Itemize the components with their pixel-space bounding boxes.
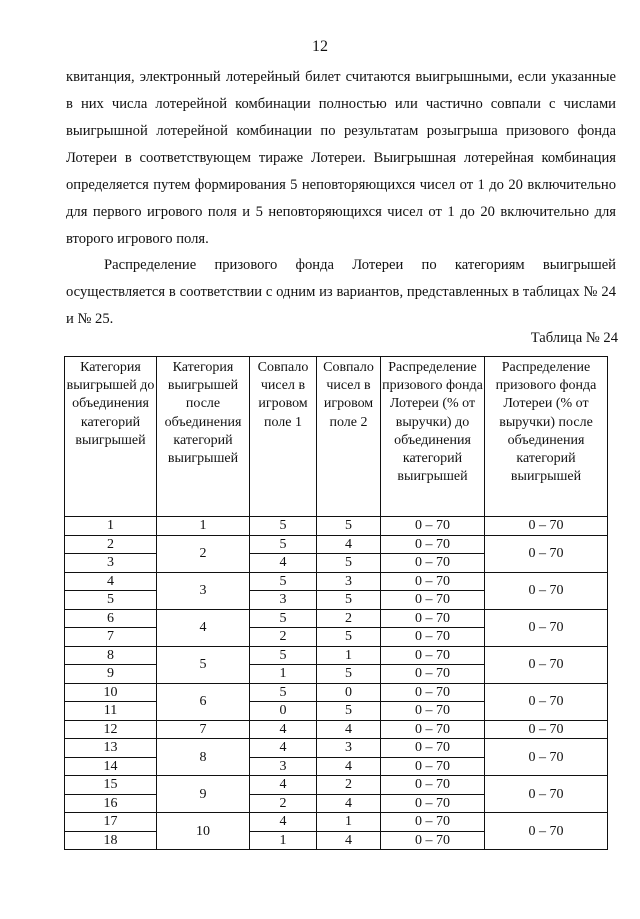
cell-matched-field-2: 3 [317,739,381,758]
table-row [65,813,608,832]
cell-distribution-after: 0 – 70 [485,776,608,813]
table-caption: Таблица № 24 [530,330,618,346]
cell-category-before: 13 [65,739,157,758]
cell-matched-field-1: 0 [250,702,317,721]
cell-matched-field-1: 5 [250,683,317,702]
page-number: 12 [312,38,328,55]
cell-distribution-after: 0 – 70 [485,683,608,720]
cell-matched-field-1: 3 [250,591,317,610]
cell-distribution-before: 0 – 70 [381,794,485,813]
table-row [65,720,608,739]
cell-matched-field-2: 4 [317,535,381,554]
cell-matched-field-2: 5 [317,628,381,647]
cell-distribution-before: 0 – 70 [381,683,485,702]
cell-matched-field-1: 5 [250,517,317,536]
cell-category-after: 5 [157,646,250,683]
cell-category-after: 1 [157,517,250,536]
cell-distribution-after: 0 – 70 [485,517,608,536]
cell-matched-field-2: 5 [317,517,381,536]
cell-matched-field-2: 2 [317,776,381,795]
cell-distribution-before: 0 – 70 [381,646,485,665]
header-category-before: Категория выигрышей до объединения категорий выигрышей [65,357,157,517]
cell-matched-field-1: 4 [250,554,317,573]
cell-matched-field-2: 4 [317,720,381,739]
table-row [65,572,608,591]
cell-distribution-after: 0 – 70 [485,739,608,776]
table-row [65,776,608,795]
cell-category-before: 15 [65,776,157,795]
cell-matched-field-1: 4 [250,739,317,758]
cell-distribution-before: 0 – 70 [381,591,485,610]
table-row [65,535,608,554]
cell-matched-field-1: 4 [250,776,317,795]
header-distribution-after: Распределение призового фонда Лотереи (% от выручки) после объединения категорий выигрышей [485,357,608,517]
cell-category-after: 9 [157,776,250,813]
cell-category-after: 10 [157,813,250,850]
cell-matched-field-2: 5 [317,591,381,610]
cell-category-before: 1 [65,517,157,536]
cell-distribution-before: 0 – 70 [381,720,485,739]
cell-distribution-before: 0 – 70 [381,702,485,721]
cell-category-before: 3 [65,554,157,573]
cell-category-before: 7 [65,628,157,647]
cell-matched-field-2: 3 [317,572,381,591]
cell-distribution-before: 0 – 70 [381,628,485,647]
paragraph-winning-combination: квитанция, электронный лотерейный билет считаются выигрышными, если указанные в них числа лотерейной комбинации полностью или частично совпали с числами выигрышной лотерейной комбинации по результатам розыгрыша призового фонда Лотереи в соответствующем тираже Лотереи. Выигрышная лотерейная комбинация определяется путем формирования 5 неповторяющихся чисел от 1 до 20 включительно для первого игрового поля и 5 неповторяющихся чисел от 1 до 20 включительно для второго игрового поля. [66,69,616,247]
cell-category-after: 2 [157,535,250,572]
table-row [65,609,608,628]
cell-distribution-after: 0 – 70 [485,572,608,609]
cell-category-before: 9 [65,665,157,684]
cell-category-before: 4 [65,572,157,591]
cell-category-before: 5 [65,591,157,610]
cell-matched-field-1: 5 [250,646,317,665]
cell-matched-field-2: 5 [317,665,381,684]
cell-matched-field-1: 1 [250,665,317,684]
header-category-after: Категория выигрышей после объединения категорий выигрышей [157,357,250,517]
cell-distribution-before: 0 – 70 [381,757,485,776]
cell-matched-field-2: 4 [317,757,381,776]
cell-matched-field-2: 1 [317,646,381,665]
cell-category-before: 12 [65,720,157,739]
cell-matched-field-2: 2 [317,609,381,628]
cell-distribution-after: 0 – 70 [485,535,608,572]
cell-matched-field-2: 0 [317,683,381,702]
cell-distribution-before: 0 – 70 [381,813,485,832]
cell-distribution-before: 0 – 70 [381,572,485,591]
header-matched-field-2: Совпало чисел в игровом поле 2 [317,357,381,517]
cell-distribution-before: 0 – 70 [381,535,485,554]
cell-matched-field-2: 1 [317,813,381,832]
cell-category-before: 11 [65,702,157,721]
cell-matched-field-1: 5 [250,572,317,591]
table-row [65,683,608,702]
cell-matched-field-1: 5 [250,535,317,554]
cell-distribution-after: 0 – 70 [485,646,608,683]
cell-category-before: 2 [65,535,157,554]
cell-distribution-before: 0 – 70 [381,831,485,850]
paragraph-prize-distribution: Распределение призового фонда Лотереи по категориям выигрышей осуществляется в соответствии с одним из вариантов, представленных в таблицах № 24 и № 25. [66,257,616,327]
cell-matched-field-1: 2 [250,794,317,813]
header-matched-field-1: Совпало чисел в игровом поле 1 [250,357,317,517]
cell-category-before: 10 [65,683,157,702]
cell-distribution-before: 0 – 70 [381,554,485,573]
table-header [65,357,608,517]
cell-matched-field-2: 5 [317,554,381,573]
cell-distribution-after: 0 – 70 [485,813,608,850]
cell-category-after: 8 [157,739,250,776]
cell-distribution-after: 0 – 70 [485,720,608,739]
cell-category-after: 3 [157,572,250,609]
header-distribution-before: Распределение призового фонда Лотереи (% от выручки) до объединения категорий выигрышей [381,357,485,517]
table-row [65,646,608,665]
cell-category-before: 18 [65,831,157,850]
cell-category-before: 14 [65,757,157,776]
cell-distribution-before: 0 – 70 [381,776,485,795]
cell-matched-field-1: 5 [250,609,317,628]
cell-category-before: 8 [65,646,157,665]
cell-matched-field-2: 4 [317,794,381,813]
table-row [65,739,608,758]
prize-distribution-table [64,356,608,850]
cell-category-before: 17 [65,813,157,832]
cell-distribution-after: 0 – 70 [485,609,608,646]
cell-category-before: 16 [65,794,157,813]
cell-category-before: 6 [65,609,157,628]
cell-distribution-before: 0 – 70 [381,517,485,536]
cell-category-after: 7 [157,720,250,739]
cell-matched-field-1: 1 [250,831,317,850]
cell-matched-field-1: 2 [250,628,317,647]
table-row [65,517,608,536]
cell-matched-field-2: 4 [317,831,381,850]
cell-category-after: 4 [157,609,250,646]
table-body [65,517,608,850]
cell-distribution-before: 0 – 70 [381,739,485,758]
cell-matched-field-1: 4 [250,813,317,832]
cell-distribution-before: 0 – 70 [381,665,485,684]
cell-matched-field-2: 5 [317,702,381,721]
cell-category-after: 6 [157,683,250,720]
cell-distribution-before: 0 – 70 [381,609,485,628]
cell-matched-field-1: 3 [250,757,317,776]
cell-matched-field-1: 4 [250,720,317,739]
